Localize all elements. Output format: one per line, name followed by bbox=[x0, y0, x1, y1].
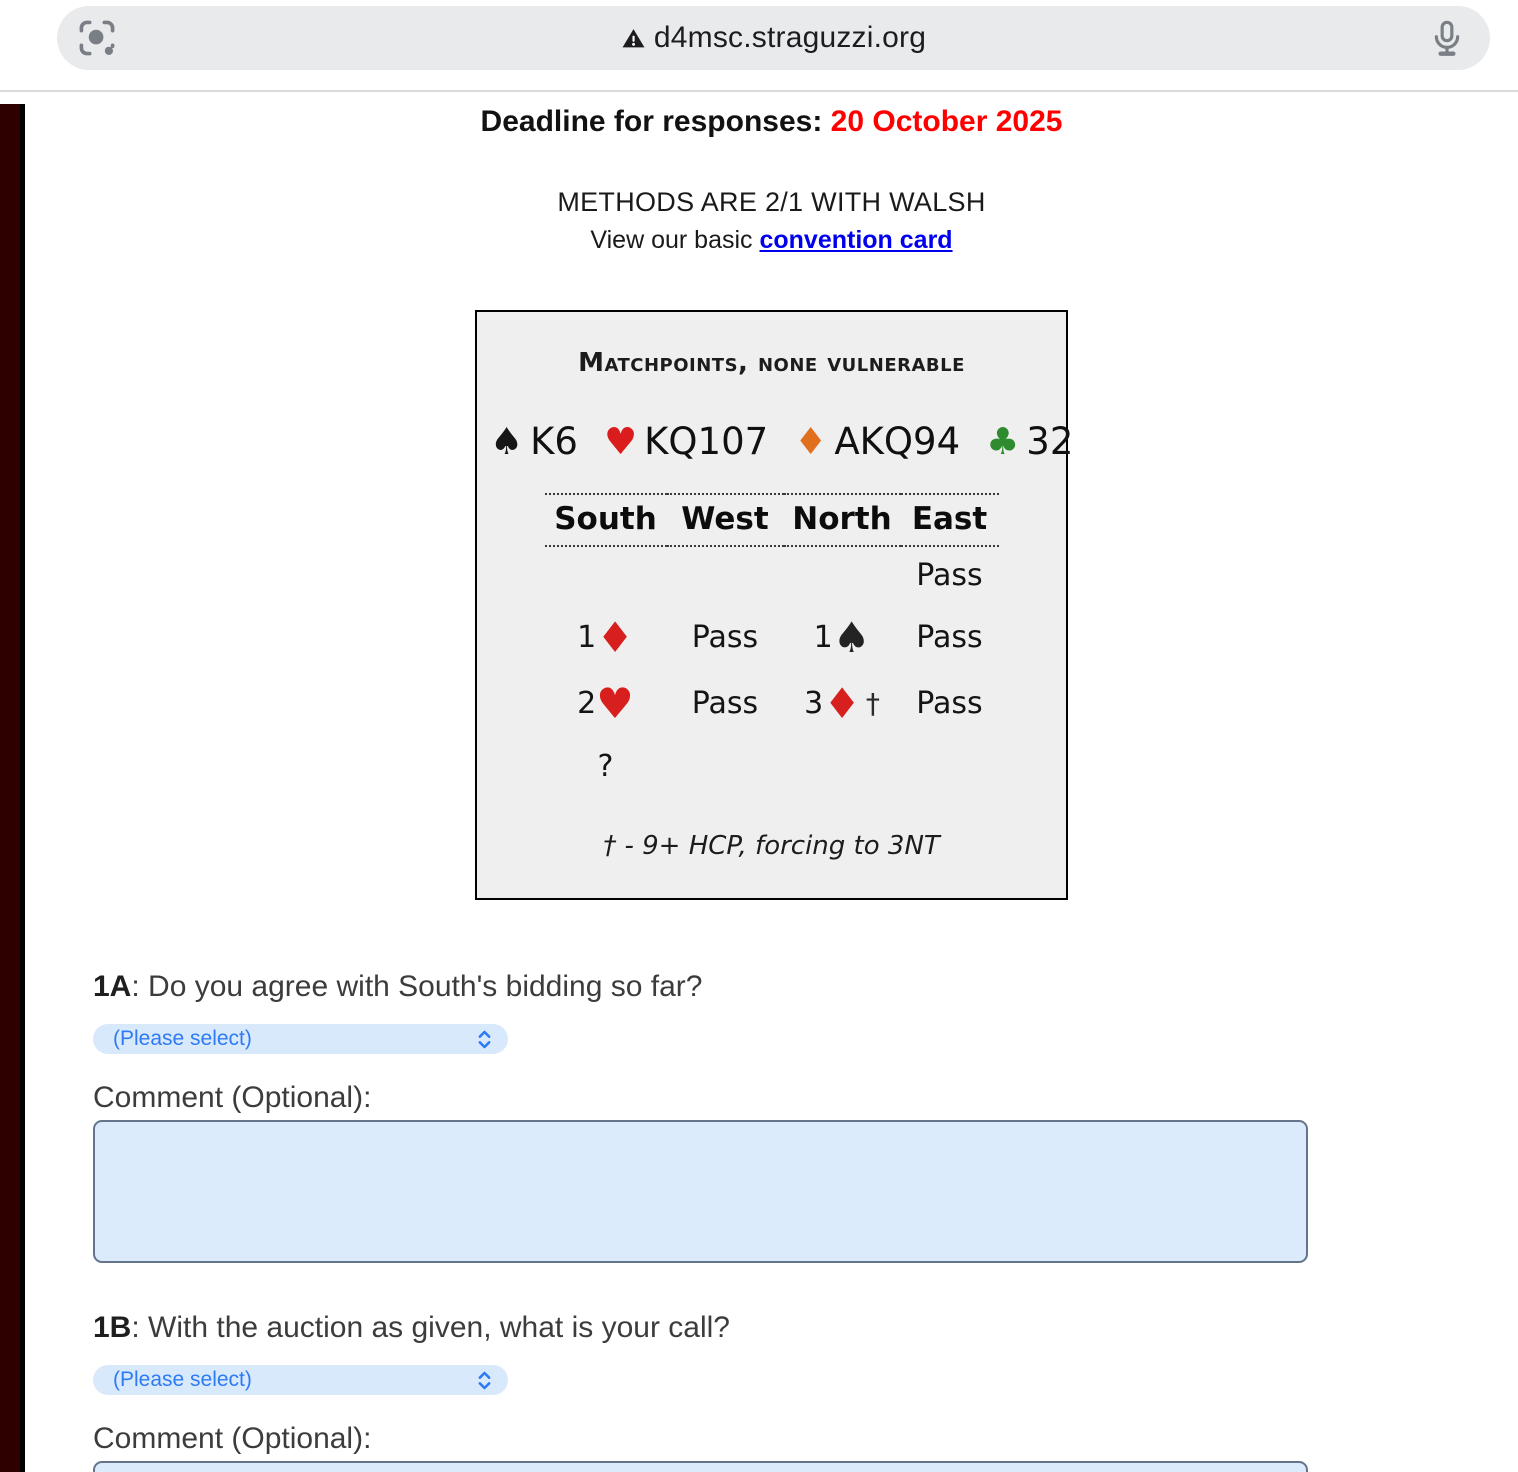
auction-cell bbox=[667, 546, 784, 604]
board-conditions: Matchpoints, none vulnerable bbox=[578, 348, 965, 378]
bid-level: 1 bbox=[577, 619, 597, 655]
auction-cell: Pass bbox=[916, 685, 983, 721]
browser-toolbar bbox=[0, 0, 1518, 92]
auction-cell: Pass bbox=[691, 685, 759, 721]
auction-cell bbox=[901, 736, 999, 796]
auction-cell bbox=[667, 736, 784, 796]
convention-card-link[interactable]: convention card bbox=[759, 226, 953, 254]
comment-1a-label: Comment (Optional): bbox=[93, 1081, 372, 1114]
diamond-icon: ♦ bbox=[596, 612, 634, 662]
auction-cell bbox=[784, 604, 901, 670]
web-page bbox=[0, 104, 1518, 1472]
select-chevrons-icon bbox=[477, 1370, 492, 1391]
select-chevrons-icon bbox=[477, 1029, 492, 1050]
auction-cell bbox=[784, 670, 901, 736]
question-1a-id: 1A bbox=[93, 970, 132, 1003]
auction-row bbox=[545, 736, 999, 796]
convention-card-prefix: View our basic bbox=[590, 226, 753, 254]
auction-row bbox=[545, 604, 999, 670]
spade-icon: ♠ bbox=[490, 420, 524, 463]
heart-icon: ♥ bbox=[596, 678, 634, 728]
comment-1b-textarea[interactable] bbox=[93, 1461, 1308, 1472]
auction-cell bbox=[784, 546, 901, 604]
seat-south: South bbox=[545, 494, 667, 546]
question-separator: : bbox=[131, 970, 149, 1003]
club-cards: 32 bbox=[1026, 420, 1074, 463]
auction-cell bbox=[545, 604, 667, 670]
bid-level: 1 bbox=[813, 619, 833, 655]
left-border-stripe bbox=[0, 104, 20, 1472]
spade-icon: ♠ bbox=[832, 612, 871, 662]
auction-table bbox=[545, 493, 999, 796]
question-1b-select[interactable] bbox=[93, 1365, 508, 1395]
question-1a-select[interactable] bbox=[93, 1024, 508, 1054]
diamond-holding bbox=[794, 420, 960, 463]
your-call-cell: ? bbox=[597, 748, 614, 784]
deadline-label: Deadline for responses: bbox=[480, 105, 823, 138]
question-separator: : bbox=[131, 1311, 149, 1344]
question-1b bbox=[93, 1311, 1518, 1345]
auction-cell bbox=[784, 736, 901, 796]
bridge-problem-box bbox=[475, 310, 1074, 900]
spade-cards: K6 bbox=[530, 420, 578, 463]
diamond-icon: ♦ bbox=[794, 420, 828, 463]
comment-1b-label: Comment (Optional): bbox=[93, 1422, 372, 1455]
url-display[interactable] bbox=[621, 21, 926, 55]
auction-cell bbox=[545, 546, 667, 604]
question-1a-text: Do you agree with South's bidding so far? bbox=[148, 970, 703, 1003]
select-placeholder: (Please select) bbox=[113, 1368, 252, 1391]
club-icon: ♣ bbox=[986, 420, 1020, 463]
google-lens-icon[interactable] bbox=[75, 16, 119, 60]
seat-west: West bbox=[667, 494, 784, 546]
question-1b-text: With the auction as given, what is your call? bbox=[148, 1311, 730, 1344]
auction-cell bbox=[545, 670, 667, 736]
auction-footnote: † - 9+ HCP, forcing to 3NT bbox=[603, 831, 940, 861]
diamond-icon: ♦ bbox=[823, 678, 861, 728]
heart-icon: ♥ bbox=[603, 420, 638, 463]
convention-card-line bbox=[25, 224, 1518, 256]
comment-1a-textarea[interactable] bbox=[93, 1120, 1308, 1263]
seat-east: East bbox=[901, 494, 999, 546]
heart-cards: KQ107 bbox=[644, 420, 769, 463]
question-1b-id: 1B bbox=[93, 1311, 132, 1344]
not-secure-warning-icon bbox=[621, 26, 646, 51]
footnote-marker: † bbox=[865, 686, 880, 720]
bid-level: 2 bbox=[577, 685, 597, 721]
south-hand bbox=[477, 420, 1074, 463]
auction-header-row bbox=[545, 494, 999, 546]
club-holding bbox=[986, 420, 1073, 463]
page-url: d4msc.straguzzi.org bbox=[653, 21, 927, 54]
methods-line: METHODS ARE 2/1 WITH WALSH bbox=[557, 187, 986, 217]
diamond-cards: AKQ94 bbox=[834, 420, 961, 463]
auction-cell: Pass bbox=[691, 619, 759, 655]
auction-row bbox=[545, 670, 999, 736]
question-1a bbox=[93, 970, 1518, 1004]
auction-cell: Pass bbox=[916, 558, 983, 593]
seat-north: North bbox=[784, 494, 901, 546]
deadline-date: 20 October 2025 bbox=[830, 105, 1063, 138]
select-placeholder: (Please select) bbox=[113, 1027, 252, 1050]
auction-cell: Pass bbox=[916, 619, 983, 655]
bid-level: 3 bbox=[804, 685, 824, 721]
spade-holding bbox=[490, 420, 578, 463]
microphone-icon[interactable] bbox=[1426, 17, 1468, 59]
address-bar[interactable] bbox=[57, 6, 1490, 70]
left-border-stripe-inner bbox=[20, 104, 25, 1472]
heart-holding bbox=[604, 420, 768, 463]
auction-row bbox=[545, 546, 999, 604]
deadline-heading bbox=[25, 104, 1518, 140]
